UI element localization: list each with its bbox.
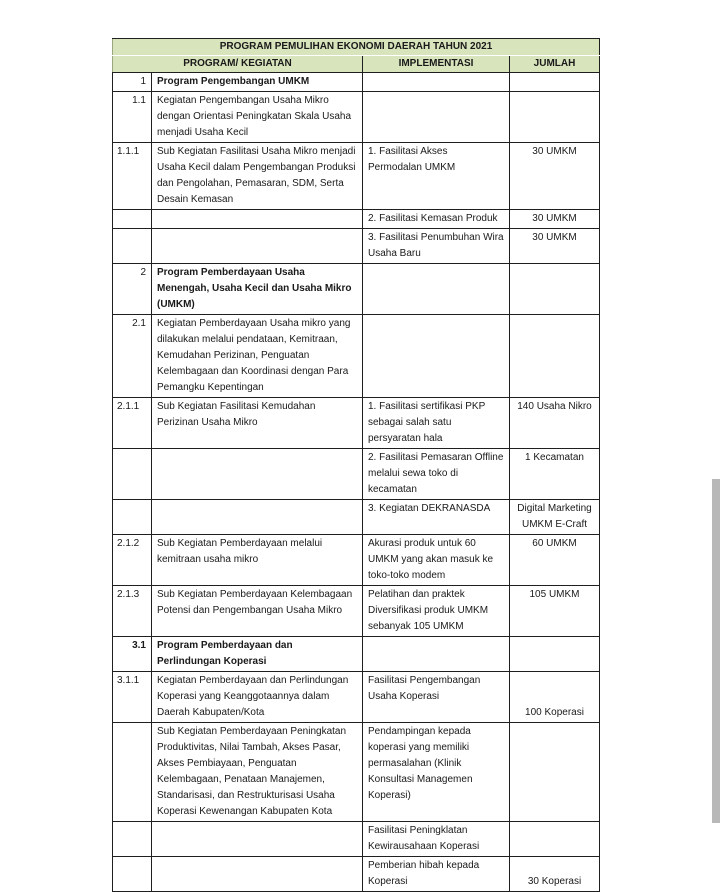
- row-number: 1.1: [113, 92, 152, 143]
- row-program: Sub Kegiatan Pemberdayaan Peningkatan Produktivitas, Nilai Tambah, Akses Pasar, Akses Pembiayaan, Penguatan Kelembagaan, Penataan Manajemen, Standarisasi, dan Restrukturisasi Usaha Koperasi Kewenangan Kabupaten Kota: [152, 723, 363, 822]
- row-number: 1.1.1: [113, 143, 152, 210]
- table-row: [113, 586, 600, 637]
- vertical-scrollbar-thumb[interactable]: [712, 479, 720, 823]
- table-row: [113, 822, 600, 857]
- row-program: [152, 857, 363, 892]
- row-number: [113, 857, 152, 892]
- table-row: [113, 857, 600, 892]
- row-implementation: 2. Fasilitasi Kemasan Produk: [363, 210, 510, 229]
- row-program: Program Pemberdayaan dan Perlindungan Koperasi: [152, 637, 363, 672]
- row-implementation: 1. Fasilitasi sertifikasi PKP sebagai salah satu persyaratan hala: [363, 398, 510, 449]
- row-number: 1: [113, 73, 152, 92]
- table-row: [113, 500, 600, 535]
- table-row: [113, 229, 600, 264]
- row-amount: 1 Kecamatan: [510, 449, 600, 500]
- table-row: [113, 92, 600, 143]
- row-amount: 30 Koperasi: [510, 857, 600, 892]
- row-amount: [510, 92, 600, 143]
- row-number: 2.1.1: [113, 398, 152, 449]
- row-implementation: [363, 92, 510, 143]
- row-amount: [510, 73, 600, 92]
- table-row: [113, 264, 600, 315]
- row-number: 2.1.3: [113, 586, 152, 637]
- row-number: [113, 229, 152, 264]
- row-number: [113, 723, 152, 822]
- table-row: [113, 73, 600, 92]
- row-implementation: 2. Fasilitasi Pemasaran Offline melalui sewa toko di kecamatan: [363, 449, 510, 500]
- row-amount: [510, 315, 600, 398]
- column-header-implementation: IMPLEMENTASI: [363, 56, 510, 73]
- row-program: [152, 449, 363, 500]
- row-number: [113, 210, 152, 229]
- row-implementation: 1. Fasilitasi Akses Permodalan UMKM: [363, 143, 510, 210]
- row-amount: [510, 723, 600, 822]
- table-row: [113, 672, 600, 723]
- table-title-row: [113, 39, 600, 56]
- row-implementation: Fasilitasi Peningklatan Kewirausahaan Koperasi: [363, 822, 510, 857]
- row-implementation: [363, 264, 510, 315]
- row-amount: 105 UMKM: [510, 586, 600, 637]
- row-amount: [510, 637, 600, 672]
- row-number: 3.1: [113, 637, 152, 672]
- row-amount: 100 Koperasi: [510, 672, 600, 723]
- table-header-row: [113, 56, 600, 73]
- row-implementation: [363, 315, 510, 398]
- row-amount: 30 UMKM: [510, 229, 600, 264]
- row-number: 3.1.1: [113, 672, 152, 723]
- row-amount: Digital Marketing UMKM E-Craft: [510, 500, 600, 535]
- row-implementation: Pemberian hibah kepada Koperasi: [363, 857, 510, 892]
- row-implementation: Pelatihan dan praktek Diversifikasi produk UMKM sebanyak 105 UMKM: [363, 586, 510, 637]
- row-implementation: [363, 637, 510, 672]
- table-row: [113, 535, 600, 586]
- table-row: [113, 637, 600, 672]
- row-program: Sub Kegiatan Fasilitasi Usaha Mikro menjadi Usaha Kecil dalam Pengembangan Produksi dan Pengolahan, Pemasaran, SDM, Serta Desain Kemasan: [152, 143, 363, 210]
- row-number: [113, 822, 152, 857]
- row-implementation: 3. Fasilitasi Penumbuhan Wira Usaha Baru: [363, 229, 510, 264]
- row-program: [152, 210, 363, 229]
- table-row: [113, 723, 600, 822]
- table-row: [113, 210, 600, 229]
- row-amount: 60 UMKM: [510, 535, 600, 586]
- row-number: 2: [113, 264, 152, 315]
- row-amount: 30 UMKM: [510, 210, 600, 229]
- row-program: [152, 822, 363, 857]
- row-program: Kegiatan Pengembangan Usaha Mikro dengan Orientasi Peningkatan Skala Usaha menjadi Usaha Kecil: [152, 92, 363, 143]
- row-amount: 30 UMKM: [510, 143, 600, 210]
- row-implementation: [363, 73, 510, 92]
- row-implementation: Akurasi produk untuk 60 UMKM yang akan masuk ke toko-toko modem: [363, 535, 510, 586]
- row-program: Program Pemberdayaan Usaha Menengah, Usaha Kecil dan Usaha Mikro (UMKM): [152, 264, 363, 315]
- row-number: [113, 449, 152, 500]
- row-program: Sub Kegiatan Pemberdayaan melalui kemitraan usaha mikro: [152, 535, 363, 586]
- table-row: [113, 315, 600, 398]
- row-implementation: Pendampingan kepada koperasi yang memiliki permasalahan (Klinik Konsultasi Managemen Koperasi): [363, 723, 510, 822]
- column-header-amount: JUMLAH: [510, 56, 600, 73]
- row-program: [152, 229, 363, 264]
- row-amount: [510, 822, 600, 857]
- row-number: 2.1.2: [113, 535, 152, 586]
- row-amount: 140 Usaha Nikro: [510, 398, 600, 449]
- table-title: PROGRAM PEMULIHAN EKONOMI DAERAH TAHUN 2021: [113, 39, 600, 56]
- table-row: [113, 449, 600, 500]
- row-amount: [510, 264, 600, 315]
- row-number: [113, 500, 152, 535]
- row-program: Program Pengembangan UMKM: [152, 73, 363, 92]
- row-implementation: Fasilitasi Pengembangan Usaha Koperasi: [363, 672, 510, 723]
- row-number: 2.1: [113, 315, 152, 398]
- row-program: Sub Kegiatan Fasilitasi Kemudahan Perizinan Usaha Mikro: [152, 398, 363, 449]
- table-row: [113, 398, 600, 449]
- row-program: [152, 500, 363, 535]
- row-implementation: 3. Kegiatan DEKRANASDA: [363, 500, 510, 535]
- table-row: [113, 143, 600, 210]
- program-table: [112, 38, 600, 892]
- row-program: Kegiatan Pemberdayaan Usaha mikro yang dilakukan melalui pendataan, Kemitraan, Kemudahan Perizinan, Penguatan Kelembagaan dan Koordinasi dengan Para Pemangku Kepentingan: [152, 315, 363, 398]
- row-program: Sub Kegiatan Pemberdayaan Kelembagaan Potensi dan Pengembangan Usaha Mikro: [152, 586, 363, 637]
- column-header-program: PROGRAM/ KEGIATAN: [113, 56, 363, 73]
- row-program: Kegiatan Pemberdayaan dan Perlindungan Koperasi yang Keanggotaannya dalam Daerah Kabupaten/Kota: [152, 672, 363, 723]
